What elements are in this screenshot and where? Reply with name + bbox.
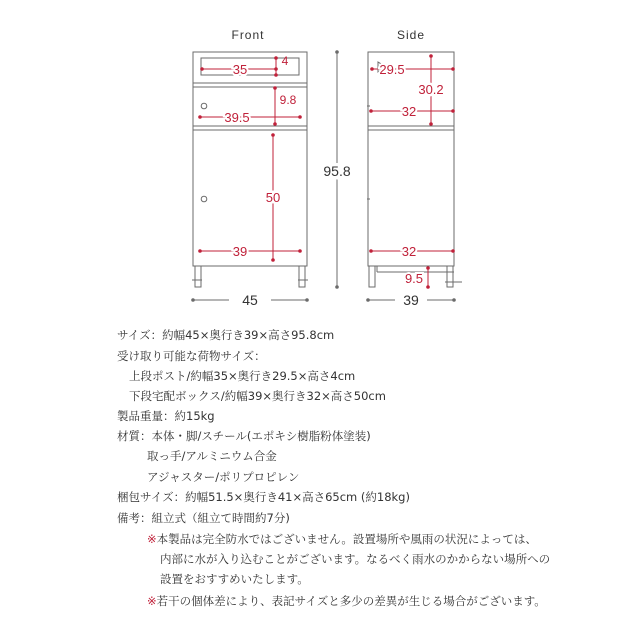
spec-list <box>0 318 640 640</box>
front-lock-upper <box>201 103 207 109</box>
side-upper-depth-label: 32 <box>401 104 417 119</box>
total-height-label: 95.8 <box>323 163 351 179</box>
note-variance <box>147 593 546 609</box>
side-mail-depth-label: 29.5 <box>379 62 405 77</box>
front-mail-width-label: 35 <box>232 62 248 77</box>
spec-weight: 製品重量：約15kg <box>117 409 215 423</box>
note-mark-1: ※ <box>147 532 157 546</box>
front-lock-lower <box>201 196 207 202</box>
note-text-1a: 本製品は完全防水ではございません。設置場所や風雨の状況によっては、 <box>156 532 537 546</box>
side-leg-right <box>447 266 453 287</box>
spec-upper-post: 上段ポスト/約幅35×奥行き29.5×高さ4cm <box>129 369 356 383</box>
front-upper-height-label: 9.8 <box>279 93 297 107</box>
note-waterproof-2: 内部に水が入り込むことがございます。なるべく雨水のかからない場所への <box>160 552 551 566</box>
side-leg-left <box>369 266 375 287</box>
front-leg-left <box>195 266 201 287</box>
dimension-diagram <box>0 0 640 315</box>
spec-receivable-title: 受け取り可能な荷物サイズ： <box>117 349 266 363</box>
side-title: Side <box>396 28 426 42</box>
front-box-width-label: 39 <box>232 244 248 259</box>
spec-package: 梱包サイズ：約幅51.5×奥行き41×高さ65cm (約18kg) <box>117 490 410 504</box>
side-box-depth-label: 32 <box>401 244 417 259</box>
side-depth-label: 39 <box>403 292 419 308</box>
spec-remarks: 備考：組立式（組立て時間約7分) <box>117 511 290 525</box>
front-box-height-label: 50 <box>265 190 281 205</box>
side-upper-height-label: 30.2 <box>418 82 444 97</box>
front-upper-width-label: 39.5 <box>224 110 250 125</box>
spec-material-3: アジャスター/ポリプロピレン <box>147 470 300 484</box>
note-waterproof-3: 設置をおすすめいたします。 <box>160 572 309 586</box>
front-mail-height-label: 4 <box>281 54 289 68</box>
front-width-label: 45 <box>242 292 258 308</box>
note-text-2: 若干の個体差により、表記サイズと多少の差異が生じる場合がございます。 <box>156 594 546 608</box>
note-waterproof-1 <box>147 531 537 547</box>
side-drawer-depth-label: 9.5 <box>404 271 424 286</box>
spec-size: サイズ：約幅45×奥行き39×高さ95.8cm <box>117 328 335 342</box>
front-title: Front <box>231 28 265 42</box>
note-mark-2: ※ <box>147 594 157 608</box>
spec-material-1: 材質：本体・脚/スチール(エポキシ樹脂粉体塗装) <box>117 429 371 443</box>
spec-material-2: 取っ手/アルミニウム合金 <box>147 449 277 463</box>
front-cabinet <box>192 52 308 287</box>
spec-lower-box: 下段宅配ボックス/約幅39×奥行き32×高さ50cm <box>129 389 386 403</box>
front-leg-right <box>299 266 305 287</box>
